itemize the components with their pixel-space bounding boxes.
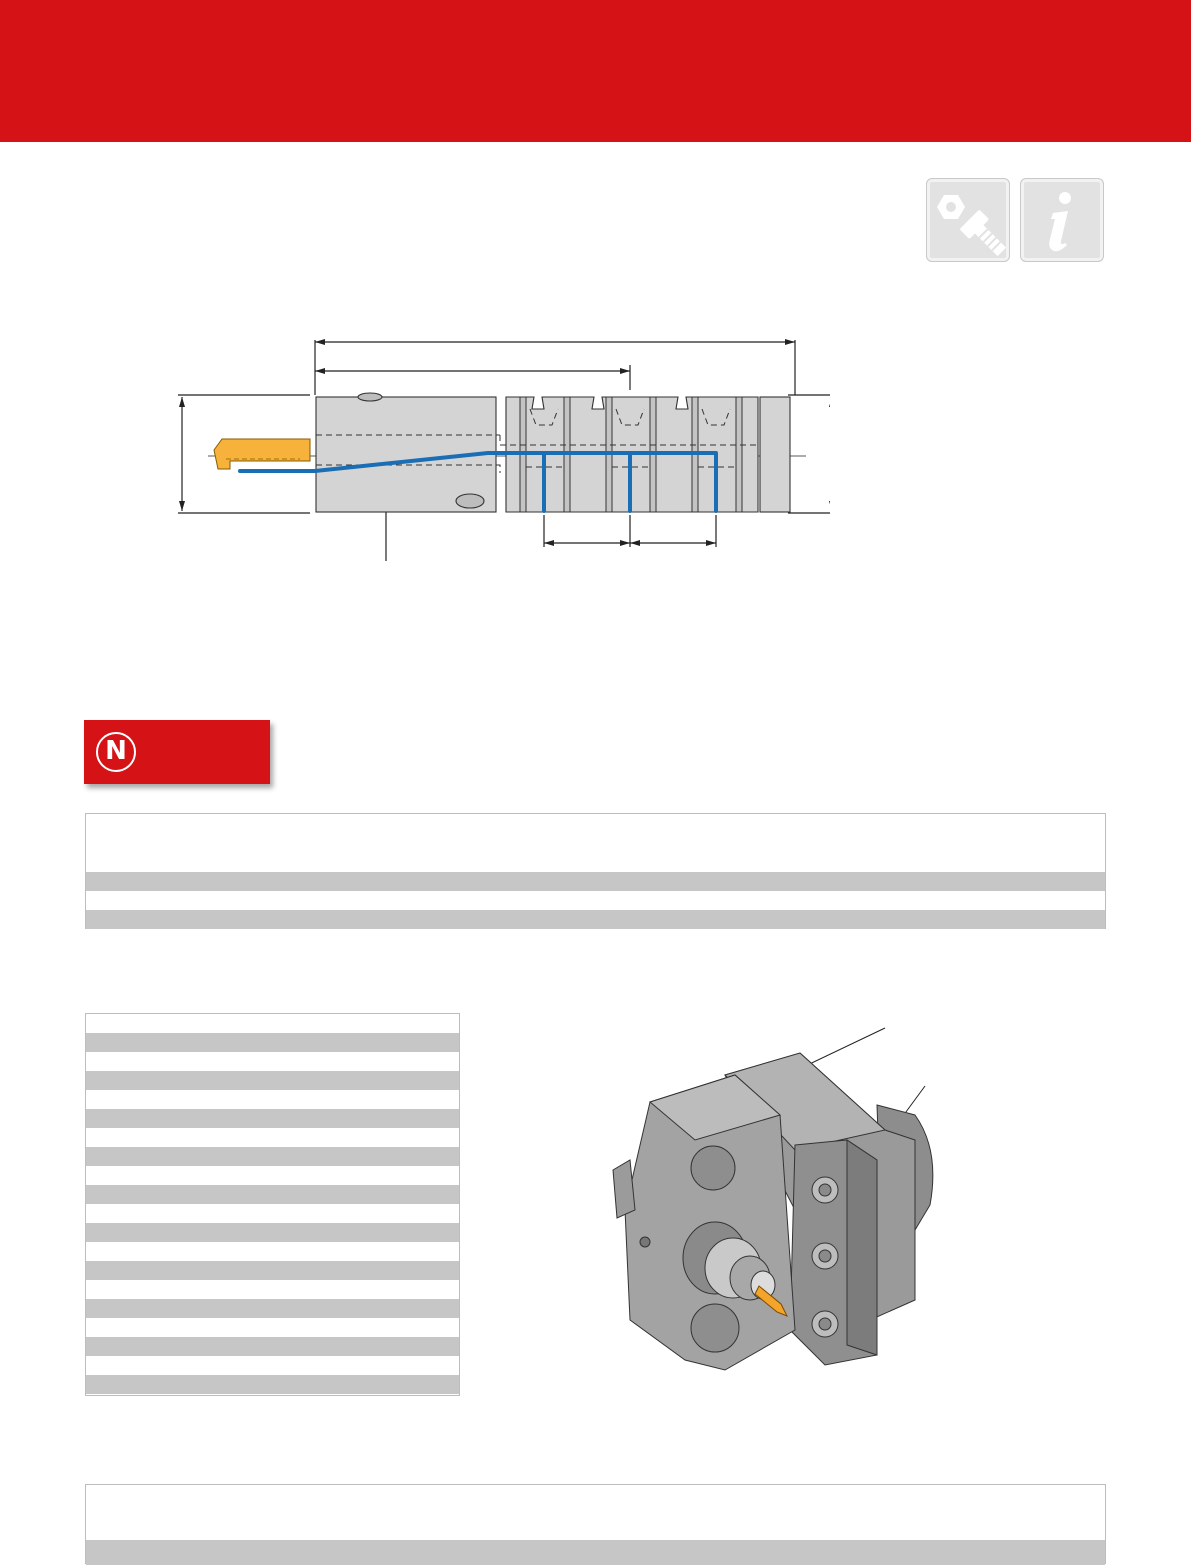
table-row (86, 1204, 459, 1223)
table-row (86, 872, 1105, 891)
table-row (86, 1166, 459, 1185)
spec-table (85, 813, 1106, 929)
technical-drawing (170, 325, 830, 570)
table-row (86, 1147, 459, 1166)
table-row (86, 1356, 459, 1375)
tool-holder-photo (585, 1020, 965, 1380)
tool-accessories-icon[interactable] (926, 178, 1010, 262)
table-row (86, 1318, 459, 1337)
table-row (86, 1242, 459, 1261)
table-row (86, 1337, 459, 1356)
table-row (86, 1033, 459, 1052)
table-row (86, 1280, 459, 1299)
table-row (86, 1128, 459, 1147)
table-row (86, 1540, 1105, 1565)
table-row (86, 1375, 459, 1394)
info-icon[interactable] (1020, 178, 1104, 262)
table-row (86, 1071, 459, 1090)
table-row (86, 1090, 459, 1109)
parts-table (85, 1013, 460, 1396)
table-row (86, 910, 1105, 929)
table-row (86, 1109, 459, 1128)
table-row (86, 1261, 459, 1280)
bottom-table (85, 1484, 1106, 1564)
material-badge (84, 720, 270, 784)
table-row (86, 1223, 459, 1242)
header-band (0, 0, 1191, 142)
table-row (86, 1014, 459, 1033)
table-row (86, 1052, 459, 1071)
badge-letter: N (96, 732, 136, 772)
table-row (86, 1185, 459, 1204)
table-row (86, 1299, 459, 1318)
